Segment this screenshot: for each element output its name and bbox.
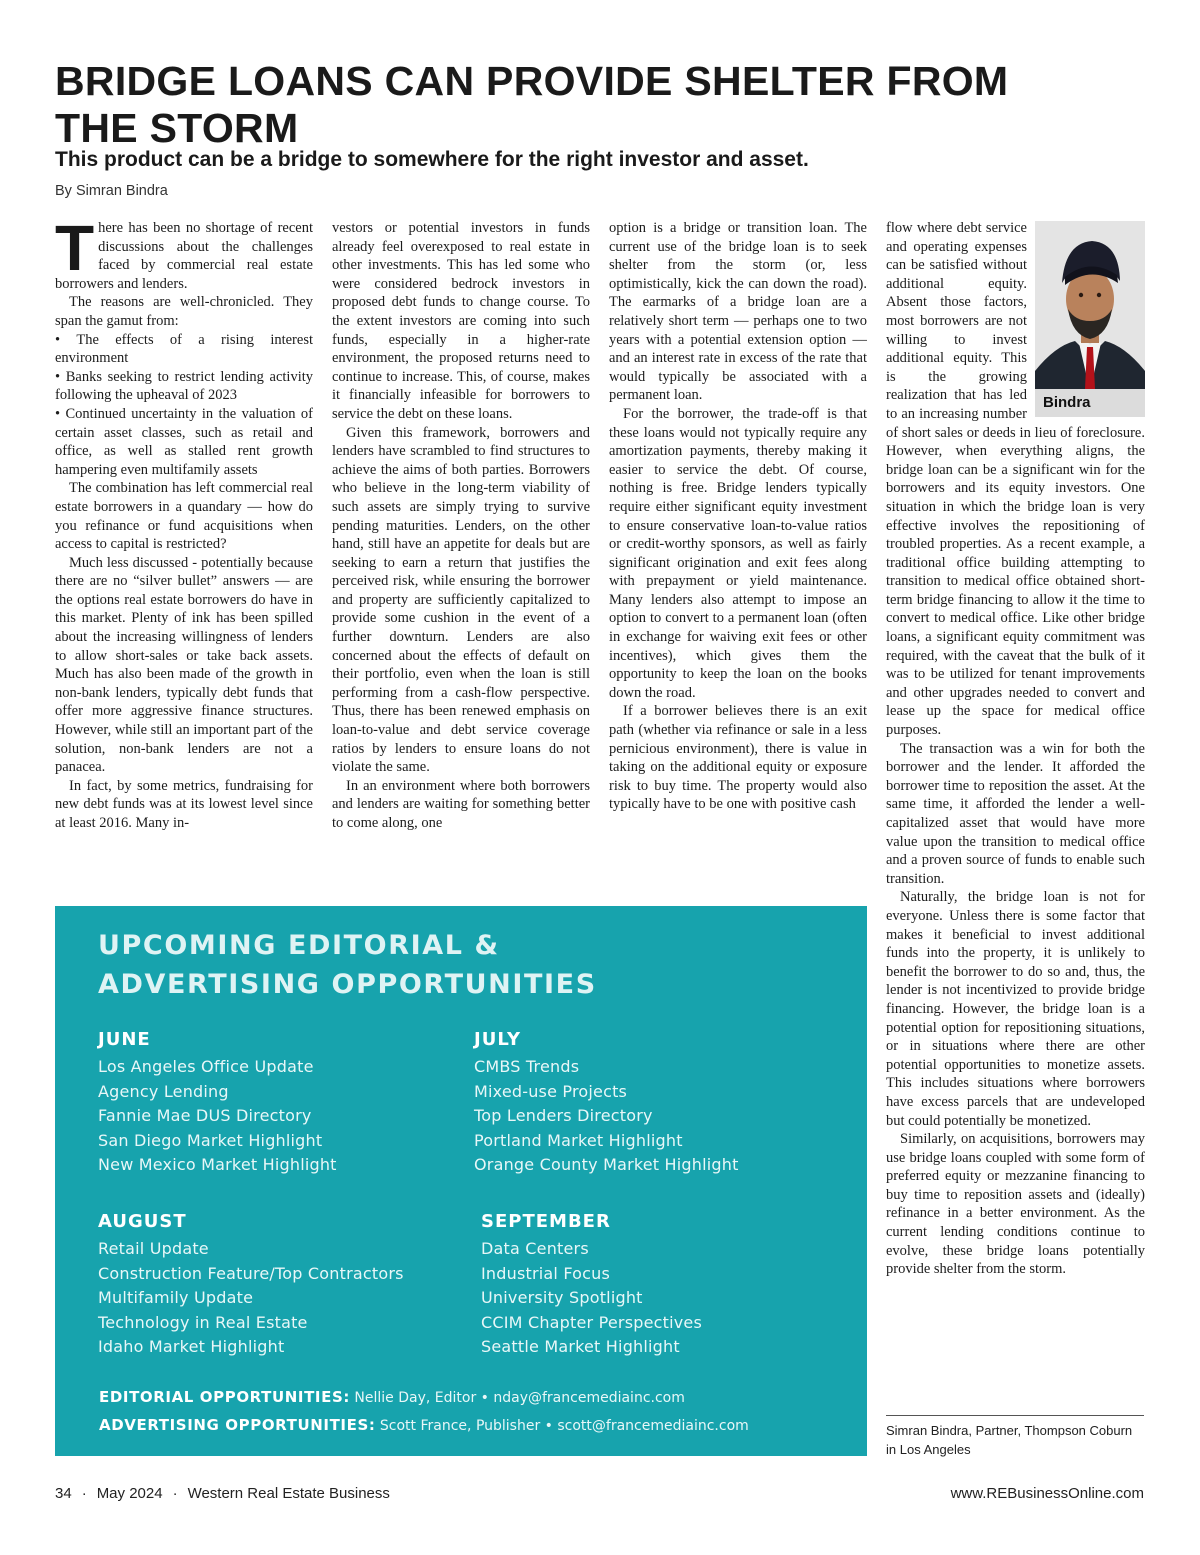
topic-item: Top Lenders Directory: [474, 1106, 653, 1126]
month-heading: AUGUST: [98, 1211, 187, 1232]
article-paragraph: The reasons are well-chronicled. They span the gamut from:: [55, 294, 313, 329]
drop-cap: T: [55, 219, 95, 284]
article-paragraph: If a borrower believes there is an exit path (whether via refinance or sale in a less pernicious environment), there is value in taking on the additional equity or exposure risk to buy time. The property would also typically have to be one with positive cash: [609, 703, 867, 813]
subhead: This product can be a bridge to somewhere for the right investor and asset.: [55, 148, 809, 171]
bio-divider: [886, 1415, 1144, 1416]
bullet-item: • Continued uncertainty in the valuation of certain asset classes, such as retail and office, as well as stalled rent growth hampering even multifamily assets: [55, 405, 313, 479]
article-paragraph: option is a bridge or transition loan. The current use of the bridge loan is to seek shelter from the storm (or, less optimistically, kick the can down the road). The earmarks of a bridge loan are a relatively short term — perhaps one to two years with a potential extension option — and an interest rate in excess of the rate that would typically be associated with a permanent loan.: [609, 220, 867, 404]
editorial-contact-info: Nellie Day, Editor • nday@francemediainc.com: [354, 1390, 685, 1406]
ad-title-line-2: ADVERTISING OPPORTUNITIES: [98, 969, 597, 1000]
topic-item: Los Angeles Office Update: [98, 1057, 314, 1076]
author-bio: Simran Bindra, Partner, Thompson Coburn in Los Angeles: [886, 1423, 1133, 1457]
website-url[interactable]: www.REBusinessOnline.com: [950, 1485, 1144, 1502]
topic-item: CMBS Trends: [474, 1057, 580, 1076]
topic-item: Agency Lending: [98, 1081, 229, 1101]
topic-item: Fannie Mae DUS Directory: [98, 1106, 312, 1126]
publication-name: Western Real Estate Business: [187, 1485, 390, 1502]
month-september: [481, 1211, 702, 1360]
editorial-label: EDITORIAL OPPORTUNITIES:: [99, 1388, 350, 1406]
article-column-3: [609, 219, 867, 884]
ad-title-line-1: UPCOMING EDITORIAL &: [98, 930, 500, 961]
article-paragraph: Much less discussed - potentially because there are no “silver bullet” answers — are the options real estate borrowers do have in this market. Plenty of ink has been spilled about the increasing willingness of lenders to allow short-sales or take back assets. Much has also been made of the growth in non-bank lenders, typically debt funds that offer more aggressive finance structures. However, while still an important part of the solution, non-bank lenders are not a panacea.: [55, 554, 313, 776]
topic-item: Seattle Market Highlight: [481, 1337, 680, 1357]
topic-item: Data Centers: [481, 1239, 589, 1258]
editorial-contact: [99, 1388, 685, 1406]
article-column-4: [886, 219, 1145, 1399]
headline: BRIDGE LOANS CAN PROVIDE SHELTER FROM THE STORM: [55, 58, 1009, 151]
month-august: [98, 1211, 404, 1360]
article-paragraph: Similarly, on acquisitions, borrowers may use bridge loans coupled with some form of preferred equity or mezzanine financing to buy time to reposition assets and (ideally) refinance in a better environment. As the current lending conditions continue to evolve, these bridge loans potentially provide shelter from the storm.: [886, 1131, 1145, 1278]
advertising-contact: [99, 1416, 749, 1434]
topic-item: Industrial Focus: [481, 1263, 611, 1283]
article-paragraph: flow where debt service and operating expenses can be satisfied without additional equity. Absent those factors, most borrowers are not willing to invest additional equity. This is the growing realization that has led to an increasing number of short sales or deeds in lieu of foreclosure. However, when everything aligns, the bridge loan can be a significant win for the borrowers and its equity investors. One situation in which the bridge loan is very effective involves the repositioning of troubled properties. As a recent example, a traditional office building attempting to transition to medical office obtained short-term bridge financing to allow it the time to convert to medical office. Like other bridge loans, a significant equity commitment was required, with the caveat that the bulk of it was to be utilized for tenant improvements and other upgrades needed to convert and lease up the space for medical office purposes.: [886, 220, 1145, 739]
advertising-contact-info: Scott France, Publisher • scott@francemediainc.com: [379, 1418, 749, 1434]
author-portrait-image: [1035, 221, 1145, 417]
footer-separator: ·: [81, 1485, 87, 1502]
month-heading: JULY: [474, 1029, 522, 1050]
article-paragraph: There has been no shortage of recent discussions about the challenges faced by commercial real estate borrowers and lenders.: [55, 219, 313, 292]
page-number: 34: [55, 1485, 72, 1502]
article-paragraph: The combination has left commercial real estate borrowers in a quandary — how do you refinance or fund acquisitions when access to capital is restricted?: [55, 480, 313, 553]
topic-item: University Spotlight: [481, 1288, 643, 1308]
topic-item: Retail Update: [98, 1239, 209, 1258]
article-column-1: [55, 219, 313, 884]
bullet-item: • The effects of a rising interest environment: [55, 331, 313, 368]
bullet-list: [55, 331, 313, 480]
month-heading: JUNE: [98, 1029, 151, 1050]
page-footer: [55, 1485, 390, 1502]
topic-item: Portland Market Highlight: [474, 1130, 683, 1150]
topic-item: Technology in Real Estate: [98, 1312, 308, 1332]
article-paragraph: In an environment where both borrowers and lenders are waiting for something better to come along, one: [332, 777, 590, 831]
byline: By Simran Bindra: [55, 183, 168, 199]
month-july: [474, 1029, 739, 1178]
topic-item: Construction Feature/Top Contractors: [98, 1263, 404, 1283]
photo-caption: Bindra: [1035, 389, 1145, 417]
topic-item: Multifamily Update: [98, 1288, 254, 1308]
author-photo: [1035, 221, 1145, 417]
article-paragraph: For the borrower, the trade-off is that these loans would not typically require any amortization payments, thereby making it easier to service the debt. Of course, nothing is free. Bridge lenders typically require either significant equity investment to ensure conservative loan-to-value ratios or credit-worthy sponsors, as well as fairly significant origination and exit fees along with prepayment or yield maintenance. Many lenders also attempt to impose an option to convert to a permanent loan (often in exchange for waiving exit fees or other incentives), which gives them the opportunity to keep the loan on the books down the road.: [609, 405, 867, 701]
article-paragraph: vestors or potential investors in funds already feel overexposed to real estate in other investments. This has led some who were considered bedrock investors in proposed debt funds to change course. To the extent investors are coming into such funds, especially in a higher-rate environment, the proposed returns need to continue to increase. This, of course, makes it financially infeasible for borrowers to service the debt on these loans.: [332, 220, 590, 422]
topic-item: CCIM Chapter Perspectives: [481, 1312, 703, 1332]
article-paragraph: The transaction was a win for both the borrower and the lender. It afforded the borrower time to reposition the asset. At the same time, it afforded the lender a well-capitalized asset that would have more value upon the transition to medical office and a proven source of funds to enable such transition.: [886, 740, 1145, 887]
ad-title: [98, 926, 597, 1004]
editorial-advertising-ad: [55, 906, 867, 1456]
article-paragraph: In fact, by some metrics, fundraising for new debt funds was at its lowest level since at least 2016. Many in-: [55, 777, 313, 831]
topic-item: San Diego Market Highlight: [98, 1130, 323, 1150]
issue-date: May 2024: [96, 1485, 163, 1502]
article-column-2: [332, 219, 590, 884]
article-paragraph: Given this framework, borrowers and lenders have scrambled to find structures to achieve the aims of both parties. Borrowers who believe in the long-term viability of such assets are simply trying to survive pending maturities. Lenders, on the other hand, still have an appetite for deals but are seeking to earn a return that justifies the perceived risk, while ensuring the borrower and property are sufficiently capitalized to provide some cushion in the event of a further downturn. Lenders are also concerned about the effects of default on their portfolio, even when the loan is still performing from a cash-flow perspective. Thus, there has been renewed emphasis on loan-to-value and debt service coverage ratios by lenders to ensure loans do not violate the same.: [332, 424, 590, 776]
topic-item: Orange County Market Highlight: [474, 1155, 739, 1175]
bullet-item: • Banks seeking to restrict lending activity following the upheaval of 2023: [55, 368, 313, 405]
topic-item: New Mexico Market Highlight: [98, 1155, 337, 1175]
footer-separator: ·: [172, 1485, 178, 1502]
month-june: [98, 1029, 337, 1178]
topic-item: Idaho Market Highlight: [98, 1337, 285, 1357]
topic-item: Mixed-use Projects: [474, 1081, 628, 1101]
advertising-label: ADVERTISING OPPORTUNITIES:: [99, 1416, 376, 1434]
article-paragraph: Naturally, the bridge loan is not for everyone. Unless there is some factor that makes it beneficial to invest additional funds into the property, it is unlikely to benefit the borrower to do so and, thus, the lender is not incentivized to provide bridge financing. However, the bridge loan is a potential option for repositioning situations, or in situations where there are other potential opportunities to monetize assets. This includes situations where borrowers have excess parcels that are undeveloped but could potentially be monetized.: [886, 889, 1145, 1129]
month-heading: SEPTEMBER: [481, 1211, 611, 1232]
